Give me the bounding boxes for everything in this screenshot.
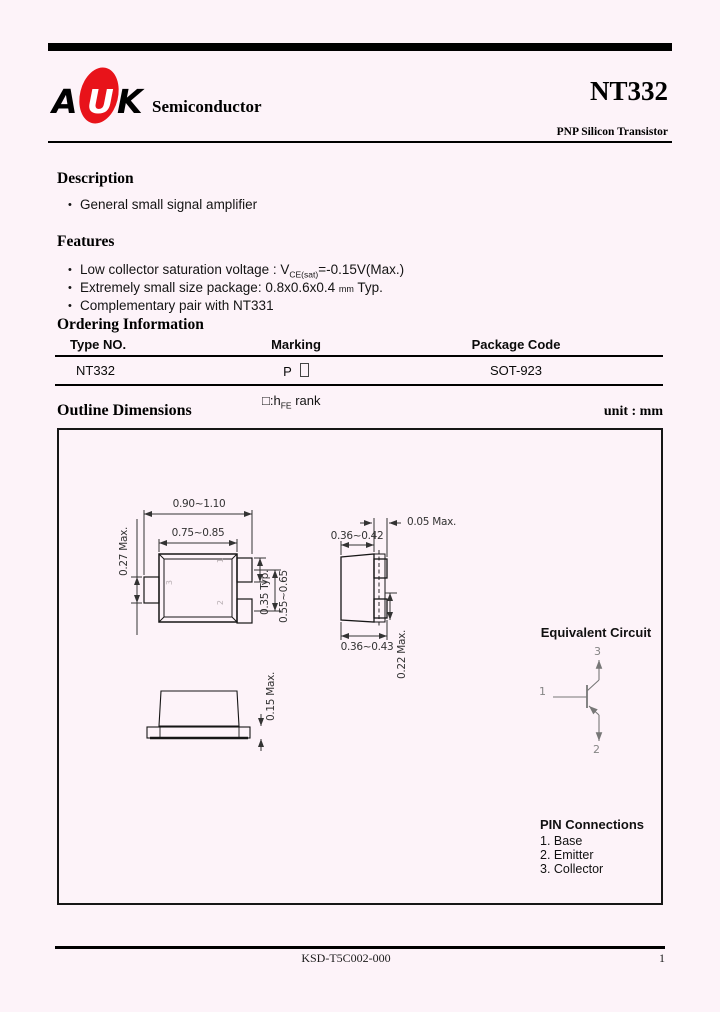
- dim-side-bottom-width: 0.36~0.43: [340, 641, 394, 653]
- feature-item-2: [68, 280, 383, 295]
- bullet-icon: •: [68, 300, 72, 312]
- dim-pin-width: 0.35 Typ.: [259, 569, 271, 615]
- col-header-package: Package Code: [471, 337, 561, 352]
- note-subscript: FE: [280, 400, 292, 411]
- bullet-icon: •: [68, 264, 72, 276]
- col-header-marking: Marking: [271, 337, 321, 352]
- topview-pin1-label: 1: [216, 558, 225, 564]
- ordering-heading: Ordering Information: [57, 316, 204, 333]
- logo-letter-k: K: [117, 82, 143, 121]
- outline-drawing: [59, 430, 661, 903]
- bullet-icon: •: [68, 282, 72, 294]
- feature-2-unit: mm: [338, 284, 354, 294]
- pin-connection-3: 3. Collector: [540, 862, 604, 876]
- page-subtitle: PNP Silicon Transistor: [556, 126, 668, 138]
- dim-pin-pitch: 0.55~0.65: [278, 570, 290, 623]
- pin-connection-2: 2. Emitter: [540, 848, 594, 862]
- feature-2-post: Typ.: [353, 280, 383, 295]
- equivalent-circuit-title: Equivalent Circuit: [540, 625, 652, 640]
- dim-overall-width: 0.90~1.10: [172, 498, 226, 510]
- feature-item-3: [68, 298, 274, 313]
- bullet-icon: •: [68, 199, 72, 211]
- header-rule: [48, 141, 672, 143]
- footer-rule: [55, 946, 665, 949]
- logo-wordmark: Semiconductor: [152, 97, 262, 116]
- dim-left-max: 0.27 Max.: [118, 526, 130, 576]
- feature-3-text: Complementary pair with NT331: [80, 298, 274, 313]
- topview-pin2-label: 2: [216, 600, 225, 606]
- pin-connection-1: 1. Base: [540, 834, 583, 848]
- marking-letter: P: [283, 364, 292, 379]
- dim-standoff: 0.05 Max.: [407, 516, 457, 528]
- circuit-pin-collector: 3: [594, 645, 601, 658]
- logo-letter-u: U: [87, 82, 114, 121]
- feature-item-1: [68, 262, 404, 280]
- feature-1-post: =-0.15V(Max.): [318, 262, 405, 277]
- description-item: [68, 197, 257, 212]
- col-header-type: Type NO.: [70, 337, 127, 352]
- dim-front-height: 0.15 Max.: [265, 671, 277, 721]
- marking-rank-box-icon: [300, 363, 309, 377]
- description-item-text: General small signal amplifier: [80, 197, 258, 212]
- cell-marking: [236, 363, 356, 379]
- table-rule-bottom: [55, 384, 663, 386]
- circuit-pin-base: 1: [539, 685, 546, 698]
- description-heading: Description: [57, 170, 134, 187]
- feature-1-subscript: CE(sat): [289, 269, 319, 280]
- topview-pin3-label: 3: [165, 580, 174, 586]
- dim-side-height: 0.22 Max.: [396, 629, 408, 679]
- outline-heading: Outline Dimensions: [57, 402, 192, 419]
- note-post: rank: [291, 393, 321, 408]
- circuit-pin-emitter: 2: [593, 743, 600, 756]
- feature-2-pre: Extremely small size package: 0.8x0.6x0.4: [80, 280, 339, 295]
- pin-connections-title: PIN Connections: [540, 817, 645, 832]
- top-rule-bar: [48, 43, 672, 51]
- table-rule-top: [55, 355, 663, 357]
- marking-note: [262, 393, 320, 411]
- cell-package-code: SOT-923: [489, 363, 543, 378]
- dim-body-width: 0.75~0.85: [171, 527, 225, 539]
- equivalent-circuit-symbol: [553, 660, 599, 741]
- outline-drawing-box: [57, 428, 663, 905]
- outline-unit-label: unit : mm: [603, 404, 663, 419]
- footer-doc-number: KSD-T5C002-000: [301, 951, 391, 965]
- feature-1-pre: Low collector saturation voltage : V: [80, 262, 290, 277]
- footer-page-number: 1: [659, 951, 665, 965]
- cell-type-no: NT332: [76, 363, 116, 378]
- note-pre: □:h: [262, 393, 281, 408]
- dim-side-top-width: 0.36~0.42: [330, 530, 384, 542]
- page-title: NT332: [589, 76, 668, 106]
- logo-letter-a: A: [52, 82, 78, 121]
- features-heading: Features: [57, 233, 115, 250]
